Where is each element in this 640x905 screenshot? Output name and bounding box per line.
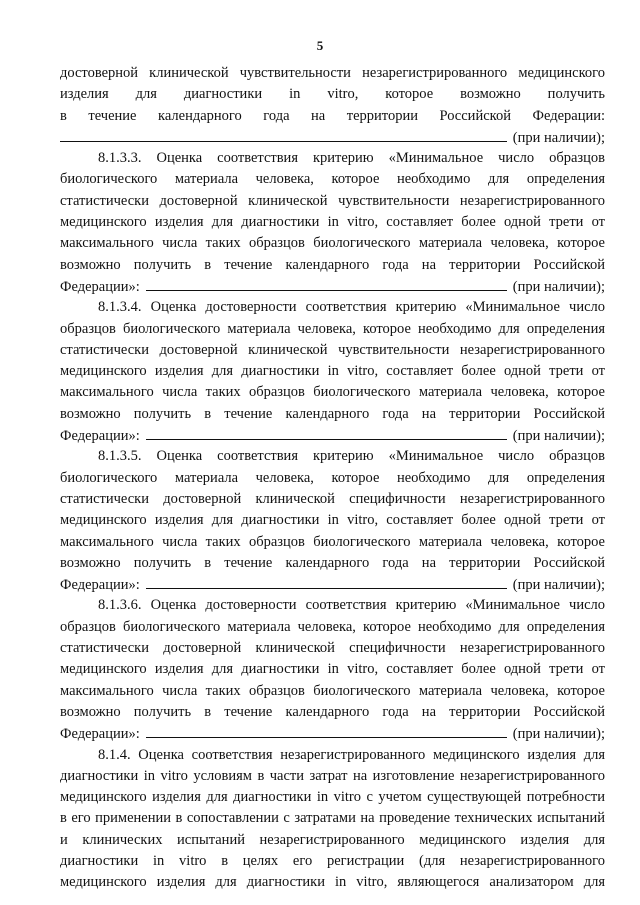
text-line: медицинского изделия для диагностики in vitro, составляет более одной трети от — [60, 214, 605, 231]
paragraph — [60, 745, 605, 894]
text-line: диагностики in vitro в целях его регистрации (для незарегистрированного — [60, 852, 605, 869]
fill-note: (при наличии); — [512, 278, 605, 295]
text-line: в течение календарного года на территории Российской Федерации: — [60, 107, 605, 124]
paragraph — [60, 297, 605, 446]
paragraph — [60, 63, 605, 148]
text-line: достоверной клинической чувствительности незарегистрированного медицинского — [60, 65, 605, 81]
page-number: 5 — [316, 38, 324, 53]
fill-in-line — [60, 723, 605, 744]
fill-label: Федерации»: — [60, 428, 140, 445]
fill-label: Федерации»: — [60, 726, 140, 743]
text-line: и клинических испытаний незарегистрированного медицинского изделия для — [60, 831, 605, 848]
text-line: максимального числа таких образцов биологического материала человека, которое — [60, 533, 605, 550]
text-line: возможно получить в течение календарного года на территории Российской — [60, 256, 605, 273]
text-line: 8.1.3.6. Оценка достоверности соответствия критерию «Минимальное число — [98, 597, 605, 614]
text-line: биологического материала человека, которое необходимо для определения — [60, 171, 605, 188]
text-line: возможно получить в течение календарного года на территории Российской — [60, 703, 605, 720]
text-line: возможно получить в течение календарного года на территории Российской — [60, 554, 605, 571]
fill-note: (при наличии); — [512, 577, 605, 594]
text-line: 8.1.3.4. Оценка достоверности соответствия критерию «Минимальное число — [98, 299, 605, 316]
paragraph — [60, 148, 605, 297]
fill-note: (при наличии); — [512, 129, 605, 146]
text-line: диагностики in vitro условиям в части затрат на изготовление незарегистрированного — [60, 767, 605, 784]
paragraph — [60, 595, 605, 744]
text-line: максимального числа таких образцов биологического материала человека, которое — [60, 384, 605, 401]
text-line: статистически достоверной клинической специфичности незарегистрированного — [60, 640, 605, 657]
blank-underline — [146, 574, 507, 589]
text-line: возможно получить в течение календарного года на территории Российской — [60, 405, 605, 422]
text-line: 8.1.3.5. Оценка соответствия критерию «Минимальное число образцов — [98, 448, 605, 465]
blank-underline — [146, 723, 507, 738]
text-line: медицинского изделия для диагностики in vitro, являющегося анализатором для — [60, 874, 605, 891]
text-line: статистически достоверной клинической чувствительности незарегистрированного — [60, 192, 605, 209]
text-line: медицинского изделия для диагностики in vitro, составляет более одной трети от — [60, 661, 605, 678]
fill-label: Федерации»: — [60, 577, 140, 594]
text-line: 8.1.4. Оценка соответствия незарегистрированного медицинского изделия для — [98, 746, 605, 763]
document-body — [60, 63, 605, 894]
fill-note: (при наличии); — [512, 726, 605, 743]
text-line: медицинского изделия для диагностики in vitro, составляет более одной трети от — [60, 512, 605, 529]
text-line: образцов биологического материала человека, которое необходимо для определения — [60, 320, 605, 337]
blank-underline — [146, 425, 507, 440]
paragraph — [60, 446, 605, 595]
fill-in-line — [60, 574, 605, 595]
text-line: биологического материала человека, которое необходимо для определения — [60, 469, 605, 486]
blank-underline — [60, 127, 507, 142]
fill-in-line — [60, 425, 605, 446]
blank-underline — [146, 276, 507, 291]
fill-in-line — [60, 127, 605, 148]
fill-note: (при наличии); — [512, 428, 605, 445]
text-line: 8.1.3.3. Оценка соответствия критерию «Минимальное число образцов — [98, 150, 605, 167]
text-line: медицинского изделия для диагностики in vitro с учетом существующей потребности — [60, 789, 605, 806]
text-line: в его применении в сопоставлении с затратами на проведение технических испытаний — [60, 810, 605, 827]
text-line: максимального числа таких образцов биологического материала человека, которое — [60, 682, 605, 699]
text-line: статистически достоверной клинической специфичности незарегистрированного — [60, 490, 605, 507]
text-line: изделия для диагностики in vitro, которое возможно получить — [60, 86, 605, 103]
text-line: медицинского изделия для диагностики in vitro, составляет более одной трети от — [60, 363, 605, 380]
text-line: статистически достоверной клинической чувствительности незарегистрированного — [60, 341, 605, 358]
fill-in-line — [60, 276, 605, 297]
fill-label: Федерации»: — [60, 278, 140, 295]
text-line: максимального числа таких образцов биологического материала человека, которое — [60, 235, 605, 252]
text-line: образцов биологического материала человека, которое необходимо для определения — [60, 618, 605, 635]
